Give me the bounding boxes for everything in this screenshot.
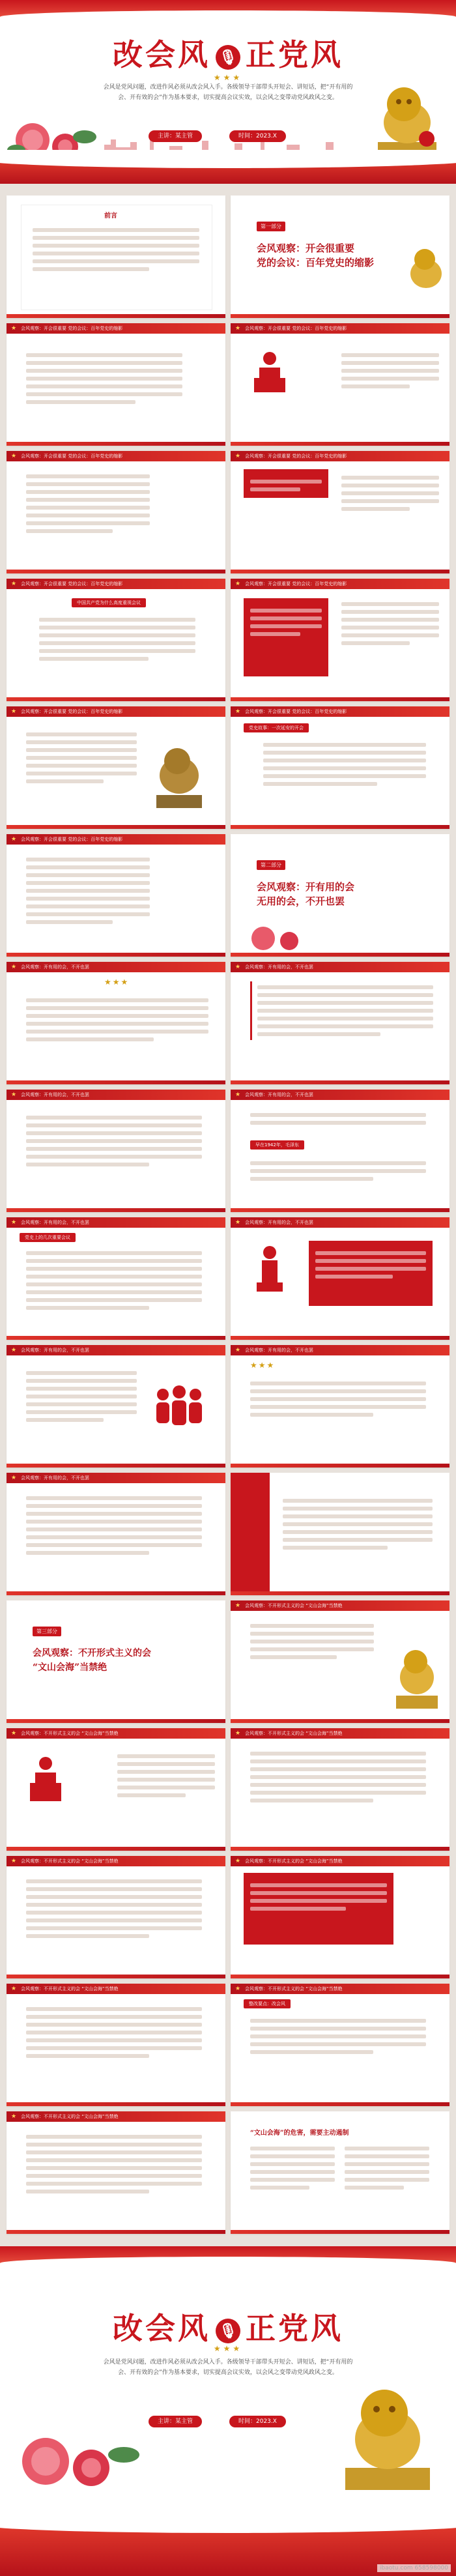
slide-footer (7, 2230, 225, 2234)
preface-body (33, 224, 199, 275)
slide-footer (7, 697, 225, 701)
slide-header: ★ 会风观察：开有用的会，不开也罢 (7, 1345, 225, 1355)
content-body (117, 1750, 215, 1801)
slide-header: ★ 会风观察：开有用的会，不开也罢 (7, 1473, 225, 1483)
preface-title: 前言 (104, 212, 117, 220)
slide-footer (231, 1208, 449, 1212)
speaker-podium-icon (250, 349, 289, 395)
content-body (250, 2143, 335, 2193)
slide-header: ★ 会风观察：不开形式主义的会 “文山会海”当禁绝 (7, 1728, 225, 1739)
end-cover-title (0, 2305, 456, 2348)
content-body (26, 1112, 202, 1170)
peony-flowers-icon (13, 2416, 143, 2494)
slide-footer (7, 2102, 225, 2106)
slide-footer (7, 1080, 225, 1084)
content-slide (231, 1984, 449, 2106)
slide-header: ★ 会风观察：不开形式主义的会 “文山会海”当禁绝 (7, 2111, 225, 2122)
part-two-title: 会风观察：开有用的会 无用的会，不开也罢 (257, 881, 355, 907)
part-three-cover (7, 1600, 225, 1723)
content-body (26, 2003, 202, 2062)
cover-bottom-band (0, 159, 456, 184)
slide-header: ★ 会风观察：不开形式主义的会 “文山会海”当禁绝 (231, 1728, 449, 1739)
content-slide (231, 1217, 449, 1340)
microphone-icon: 🎙 (216, 45, 240, 70)
speaker-pill: 主讲：某主管 (149, 2416, 202, 2427)
stars-decoration: ★★★ (213, 2344, 243, 2353)
slide-header: ★ 会风观察：开会很重要 党的会议：百年党史的缩影 (231, 706, 449, 717)
slide-header: ★ 会风观察：开有用的会，不开也罢 (7, 1217, 225, 1228)
content-slide (7, 962, 225, 1084)
cover-title-left: 改会风 (113, 37, 210, 72)
content-body (26, 994, 208, 1045)
stone-lion-icon (332, 2377, 443, 2494)
content-slide (7, 451, 225, 573)
content-slide (231, 1728, 449, 1851)
cover-top-band (0, 0, 456, 17)
slide-footer (231, 825, 449, 829)
side-red-band (231, 1473, 270, 1595)
cover-intro: 会风是党风问题，改进作风必须从改会风入手。各级领导干部带头开短会、讲短话，把“开有用的会、开有效的会”作为基本要求，切实提高会议实效，以会风之变带动党风政风之变。 (103, 84, 353, 101)
content-body (26, 2131, 202, 2197)
slide-header: ★ 会风观察：开有用的会，不开也罢 (7, 962, 225, 972)
content-body (250, 1378, 426, 1421)
peony-flowers-icon (244, 919, 322, 951)
cover-title-right: 正党风 (246, 37, 343, 72)
slide-header: ★ 会风观察：不开形式主义的会 “文山会海”当禁绝 (231, 1600, 449, 1611)
slide-header: ★ 会风观察：开有用的会，不开也罢 (231, 1345, 449, 1355)
slide-footer (7, 1719, 225, 1723)
slide-header: ★ 会风观察：不开形式主义的会 “文山会海”当禁绝 (231, 1984, 449, 1994)
speaker-podium-icon (26, 1754, 65, 1806)
slide-header: ★ 会风观察：不开形式主义的会 “文山会海”当禁绝 (7, 1856, 225, 1866)
cover-top-band (0, 2246, 456, 2263)
microphone-icon: 🎙 (216, 2319, 240, 2343)
stone-lion-icon (150, 739, 208, 811)
content-body (250, 1109, 426, 1129)
content-body (250, 981, 433, 1040)
slide-footer (231, 570, 449, 573)
slide-footer (231, 442, 449, 446)
content-slide (231, 579, 449, 701)
red-subhead: 整改要点：改会风 (244, 1999, 291, 2008)
stars-decoration: ★★★ (213, 73, 243, 82)
slide-header: ★ 会风观察：开会很重要 党的会议：百年党史的缩影 (7, 579, 225, 589)
content-slide (231, 323, 449, 446)
date-pill: 时间：2023.X (229, 130, 286, 142)
slide-footer (7, 1208, 225, 1212)
cover-title-right: 正党风 (246, 2311, 343, 2346)
cover-slide (0, 0, 456, 184)
content-body (26, 470, 150, 537)
slide-footer (7, 1847, 225, 1851)
content-slide (7, 1345, 225, 1468)
slide-header: ★ 会风观察：开会很重要 党的会议：百年党史的缩影 (7, 706, 225, 717)
part-badge: 第二部分 (257, 860, 285, 870)
date-pill: 时间：2023.X (229, 2416, 286, 2427)
slide-header: ★ 会风观察：开会很重要 党的会议：百年党史的缩影 (231, 451, 449, 461)
speaker-podium-icon (250, 1243, 289, 1295)
content-body (341, 598, 439, 649)
content-slide (7, 1856, 225, 1978)
content-body (250, 2015, 426, 2058)
slide-header: ★ 会风观察：开有用的会，不开也罢 (231, 1090, 449, 1100)
slide-footer (7, 1591, 225, 1595)
preface-slide (7, 195, 225, 318)
content-slide (231, 706, 449, 829)
content-body (345, 2143, 429, 2193)
content-body (26, 1247, 202, 1314)
content-body (39, 614, 195, 665)
content-slide (7, 1217, 225, 1340)
slide-footer (231, 2102, 449, 2106)
slide-header: ★ 会风观察：开会很重要 党的会议：百年党史的缩影 (7, 323, 225, 334)
red-subhead: 中国共产党为什么高度重视会议 (72, 598, 146, 607)
content-body (26, 1492, 202, 1559)
people-group-icon (150, 1384, 208, 1430)
slide-header: ★ 会风观察：开会很重要 党的会议：百年党史的缩影 (7, 451, 225, 461)
content-slide (7, 1984, 225, 2106)
slide-header: ★ 会风观察：不开形式主义的会 “文山会海”当禁绝 (7, 1984, 225, 1994)
slide-footer (231, 1719, 449, 1723)
slide-footer (7, 953, 225, 957)
slide-footer (231, 314, 449, 318)
content-slide (7, 2111, 225, 2234)
content-slide (231, 451, 449, 573)
content-body (26, 729, 137, 787)
content-slide (231, 962, 449, 1084)
speaker-pill: 主讲：某主管 (149, 130, 202, 142)
slide-footer (7, 442, 225, 446)
slide-footer (7, 314, 225, 318)
red-quote-box (309, 1241, 433, 1306)
stars-decoration: ★★★ (104, 977, 130, 987)
slide-footer (7, 570, 225, 573)
slide-header: ★ 会风观察：不开形式主义的会 “文山会海”当禁绝 (231, 1856, 449, 1866)
part-one-title: 会风观察：开会很重要 党的会议：百年党史的缩影 (257, 242, 375, 268)
content-body (26, 349, 182, 408)
watermark: ibaotu.com 658598000 (377, 2564, 451, 2572)
slide-footer (7, 1975, 225, 1978)
slide-footer (231, 1847, 449, 1851)
content-body (283, 1495, 433, 1554)
slide-header: ★ 会风观察：开有用的会，不开也罢 (231, 1217, 449, 1228)
part-badge: 第一部分 (257, 222, 285, 231)
stone-lion-icon (406, 241, 446, 293)
slide-header: ★ 会风观察：开会很重要 党的会议：百年党史的缩影 (7, 834, 225, 845)
red-quote-box (244, 469, 328, 498)
content-slide (7, 579, 225, 701)
part-two-cover (231, 834, 449, 957)
slide-header: ★ 会风观察：开会很重要 党的会议：百年党史的缩影 (231, 579, 449, 589)
slide-footer (231, 1336, 449, 1340)
closing-title: “文山会海”的危害，需要主动遏制 (250, 2130, 349, 2137)
slide-footer (231, 1591, 449, 1595)
slide-footer (231, 1975, 449, 1978)
content-slide (231, 1473, 449, 1595)
content-body (26, 1875, 202, 1942)
content-slide (231, 2111, 449, 2234)
slide-header: ★ 会风观察：开会很重要 党的会议：百年党史的缩影 (231, 323, 449, 334)
content-slide (7, 1473, 225, 1595)
red-tag: 早在1942年，毛泽东 (250, 1140, 304, 1150)
slide-footer (7, 1336, 225, 1340)
content-body (341, 349, 439, 392)
slide-footer (7, 1464, 225, 1468)
slide-footer (231, 697, 449, 701)
content-body (26, 1367, 137, 1426)
end-cover-slide (0, 2246, 456, 2576)
content-body (250, 1620, 374, 1663)
content-slide (231, 1600, 449, 1723)
slide-footer (231, 1464, 449, 1468)
content-slide (7, 323, 225, 446)
content-body (341, 472, 439, 515)
content-slide (231, 1345, 449, 1468)
stone-lion-icon (365, 77, 449, 162)
content-body (250, 1748, 426, 1806)
content-slide (231, 1090, 449, 1212)
slide-header: ★ 会风观察：开有用的会，不开也罢 (231, 962, 449, 972)
part-one-cover (231, 195, 449, 318)
end-cover-intro: 会风是党风问题，改进作风必须从改会风入手。各级领导干部带头开短会、讲短话，把“开有用的会、开有效的会”作为基本要求，切实提高会议实效，以会风之变带动党风政风之变。 (103, 2359, 353, 2376)
content-slide (231, 1856, 449, 1978)
cover-title-left: 改会风 (113, 2311, 210, 2346)
red-subhead: 党史上的几次重要会议 (20, 1233, 76, 1242)
content-slide (7, 834, 225, 957)
content-body (263, 739, 426, 790)
content-slide (7, 1728, 225, 1851)
part-three-title: 会风观察：不开形式主义的会 “文山会海”当禁绝 (33, 1648, 151, 1673)
cover-title (0, 31, 456, 74)
slide-footer (231, 953, 449, 957)
part-badge: 第三部分 (33, 1627, 61, 1636)
stars-decoration: ★★★ (250, 1361, 276, 1370)
slide-header: ★ 会风观察：开有用的会，不开也罢 (7, 1090, 225, 1100)
red-subhead: 党史故事：一次延安的开会 (244, 723, 309, 732)
content-slide (7, 1090, 225, 1212)
stone-lion-icon (391, 1640, 443, 1711)
content-body (26, 854, 150, 928)
red-quote-box (244, 598, 328, 676)
slide-footer (7, 825, 225, 829)
red-quote-box (244, 1873, 393, 1945)
content-slide (7, 706, 225, 829)
slide-footer (231, 2230, 449, 2234)
slide-footer (231, 1080, 449, 1084)
content-body (250, 1157, 426, 1185)
